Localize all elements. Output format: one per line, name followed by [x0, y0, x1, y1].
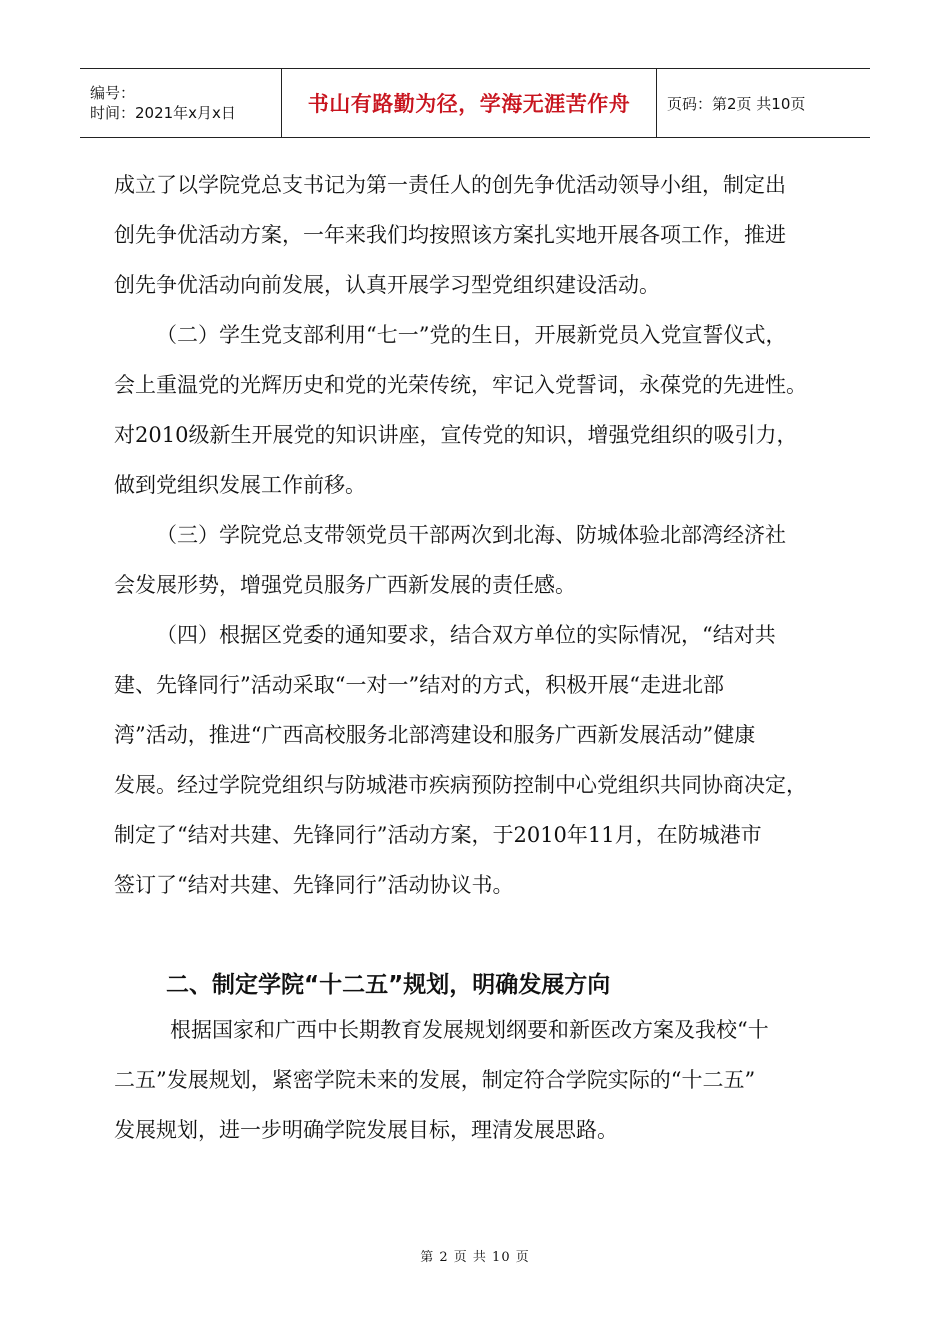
paragraph-line: 发展。经过学院党组织与防城港市疾病预防控制中心党组织共同协商决定，	[114, 773, 807, 797]
motto-text: 书山有路勤为径，学海无涯苦作舟	[307, 92, 631, 116]
document-body	[114, 160, 844, 1155]
section-spacer	[114, 910, 844, 965]
section-paragraph	[114, 1005, 844, 1155]
paragraph-line: 湾”活动，推进“广西高校服务北部湾建设和服务广西新发展活动”健康	[114, 723, 756, 747]
paragraph-line: 根据国家和广西中长期教育发展规划纲要和新医改方案及我校“十	[170, 1018, 769, 1042]
paragraph-line: 制定了“结对共建、先锋同行”活动方案，于2010年11月，在防城港市	[114, 823, 762, 847]
paragraph-line: （四）根据区党委的通知要求，结合双方单位的实际情况，“结对共	[156, 623, 776, 647]
paragraph-line: 签订了“结对共建、先锋同行”活动协议书。	[114, 873, 514, 897]
paragraph-line: 会上重温党的光辉历史和党的光荣传统，牢记入党誓词，永葆党的先进性。	[114, 373, 807, 397]
paragraph-1	[114, 160, 844, 310]
paragraph-line: 二五”发展规划，紧密学院未来的发展，制定符合学院实际的“十二五”	[114, 1068, 756, 1092]
paragraph-line: （二）学生党支部利用“七一”党的生日，开展新党员入党宣誓仪式，	[156, 323, 787, 347]
page-footer: 第 2 页 共 10 页	[420, 1250, 530, 1265]
header-page-cell	[657, 69, 870, 137]
section-heading: 二、制定学院“十二五”规划，明确发展方向	[166, 972, 611, 998]
paragraph-2	[114, 310, 844, 510]
document-header	[80, 68, 870, 138]
paragraph-line: （三）学院党总支带领党员干部两次到北海、防城体验北部湾经济社	[156, 523, 786, 547]
paragraph-line: 对2010级新生开展党的知识讲座，宣传党的知识，增强党组织的吸引力，	[114, 423, 798, 447]
serial-label: 编号：	[90, 84, 136, 102]
header-motto-cell	[282, 69, 657, 137]
paragraph-line: 会发展形势，增强党员服务广西新发展的责任感。	[114, 573, 576, 597]
header-meta-cell	[80, 69, 282, 137]
paragraph-line: 发展规划，进一步明确学院发展目标，理清发展思路。	[114, 1118, 618, 1142]
header-page-info: 页码：第2页 共10页	[667, 94, 806, 113]
paragraph-line: 建、先锋同行”活动采取“一对一”结对的方式，积极开展“走进北部	[114, 673, 724, 697]
paragraph-line: 做到党组织发展工作前移。	[114, 473, 366, 497]
paragraph-line: 创先争优活动方案，一年来我们均按照该方案扎实地开展各项工作，推进	[114, 223, 786, 247]
paragraph-3	[114, 510, 844, 610]
date-label: 时间：2021年x月x日	[90, 104, 236, 122]
paragraph-line: 创先争优活动向前发展，认真开展学习型党组织建设活动。	[114, 273, 660, 297]
paragraph-4	[114, 610, 844, 910]
paragraph-line: 成立了以学院党总支书记为第一责任人的创先争优活动领导小组，制定出	[114, 173, 786, 197]
